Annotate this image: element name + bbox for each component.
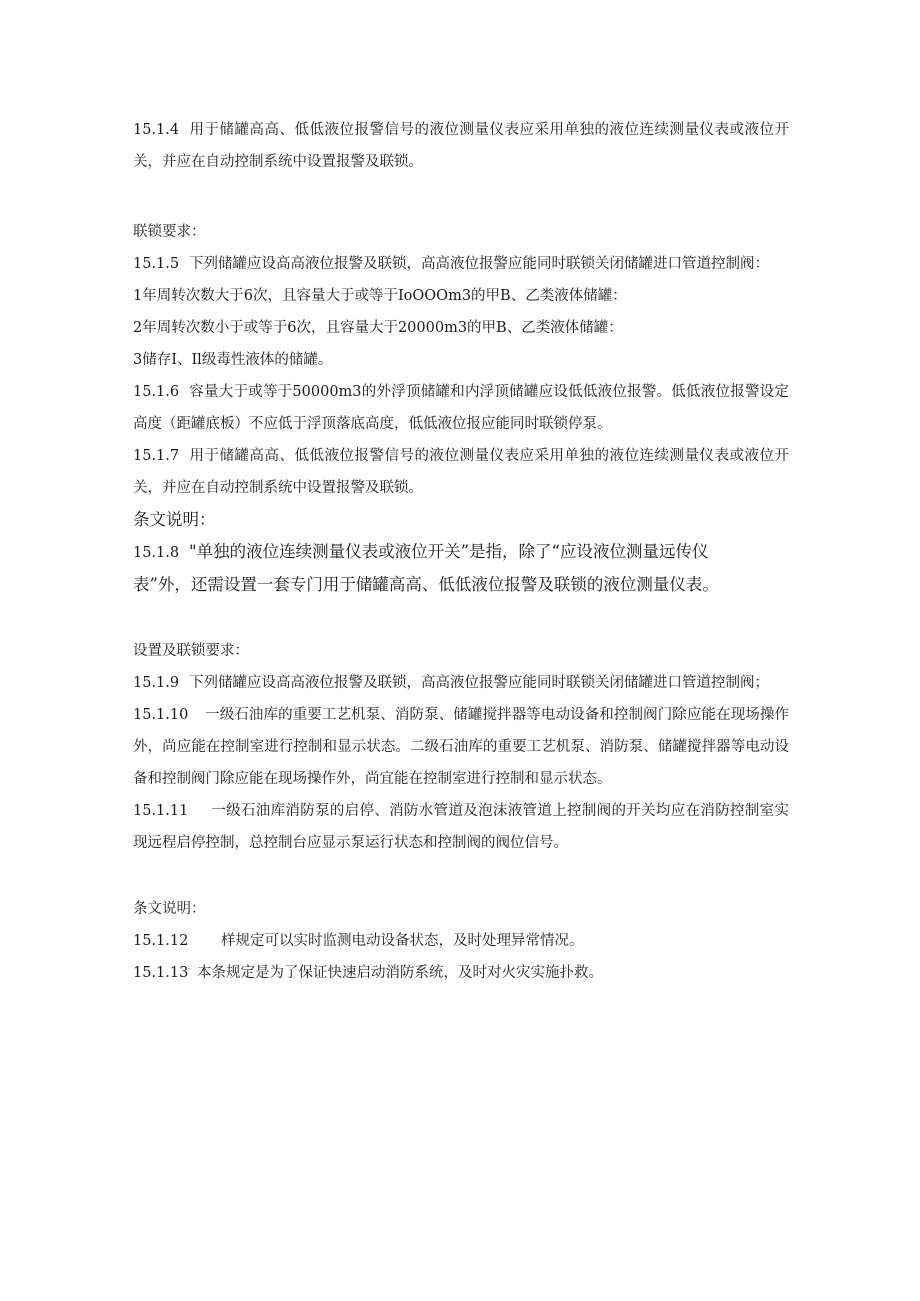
- clause-number: 15.1.7: [133, 448, 180, 464]
- clause-15-1-4: [133, 114, 789, 178]
- clause-text: 用于储罐高高、低低液位报警信号的液位测量仪表应采用单独的液位连续测量仪表或液位开关，并应在自动控制系统中设置报警及联锁。: [133, 448, 789, 496]
- clause-text: "单独的液位连续测量仪表或液位开关”是指，除了“应设液位测量远传仪: [189, 542, 709, 561]
- clause-15-1-5: [133, 248, 789, 280]
- clause-text: 样规定可以实时监测电动设备状态，及时处理异常情况。: [221, 933, 584, 949]
- heading-setup-interlock: 设置及联锁要求：: [133, 643, 249, 659]
- clause-text: 用于储罐高高、低低液位报警信号的液位测量仪表应采用单独的液位连续测量仪表或液位开关，并应在自动控制系统中设置报警及联锁。: [133, 122, 789, 170]
- clause-number: 15.1.5: [133, 256, 180, 272]
- list-item: 2年周转次数小于或等于6次，且容量大于20000m3的甲B、乙类液体储罐：: [133, 320, 623, 336]
- heading-interlock-requirements: 联锁要求：: [133, 224, 206, 240]
- clause-number: 15.1.6: [133, 384, 180, 400]
- clause-15-1-8-line-2: 表”外，还需设置一套专门用于储罐高高、低低液位报警及联锁的液位测量仪表。: [133, 575, 719, 594]
- clause-number: 15.1.12: [133, 933, 189, 949]
- clause-number: 15.1.4: [133, 122, 180, 138]
- clause-15-1-12: [133, 925, 789, 957]
- clause-15-1-10: [133, 699, 789, 795]
- clause-number: 15.1.8: [133, 545, 180, 561]
- clause-15-1-9: [133, 667, 789, 699]
- list-item: 3储存I、Il级毒性液体的储罐。: [133, 352, 333, 368]
- clause-15-1-6: [133, 376, 789, 440]
- clause-number: 15.1.10: [133, 707, 189, 723]
- clause-number: 15.1.13: [133, 965, 189, 981]
- clause-text: 容量大于或等于50000m3的外浮顶储罐和内浮顶储罐应设低低液位报警。低低液位报警设定高度（距罐底板）不应低于浮顶落底高度，低低液位报应能同时联锁停泵。: [133, 384, 789, 432]
- clause-15-1-8-line-1: [133, 536, 789, 569]
- clause-text: 一级石油库的重要工艺机泵、消防泵、储罐搅拌器等电动设备和控制阀门除应能在现场操作外，尚应能在控制室进行控制和显示状态。二级石油库的重要工艺机泵、消防泵、储罐搅拌器等电动设备和控制阀门除应能在现场操作外，尚宜能在控制室进行控制和显示状态。: [133, 707, 789, 787]
- clause-15-1-11: [133, 795, 789, 859]
- clause-number: 15.1.9: [133, 675, 180, 691]
- clause-text: 下列储罐应设高高液位报警及联锁，高高液位报警应能同时联锁关闭储罐进口管道控制阀；: [189, 675, 769, 691]
- clause-text: 本条规定是为了保证快速启动消防系统，及时对火灾实施扑救。: [197, 965, 603, 981]
- clause-text: 下列储罐应设高高液位报警及联锁，高高液位报警应能同时联锁关闭储罐进口管道控制阀：: [189, 256, 769, 272]
- document-page: [133, 114, 789, 989]
- clause-15-1-7: [133, 440, 789, 504]
- heading-clause-explanation-2: 条文说明：: [133, 901, 206, 917]
- clause-15-1-13: [133, 957, 789, 989]
- list-item: 1年周转次数大于6次，且容量大于或等于IoOOOm3的甲B、乙类液体储罐：: [133, 288, 627, 304]
- heading-clause-explanation: 条文说明：: [133, 510, 216, 529]
- clause-text: 一级石油库消防泵的启停、消防水管道及泡沫液管道上控制阀的开关均应在消防控制室实现远程启停控制，总控制台应显示泵运行状态和控制阀的阀位信号。: [133, 803, 789, 851]
- clause-number: 15.1.11: [133, 803, 189, 819]
